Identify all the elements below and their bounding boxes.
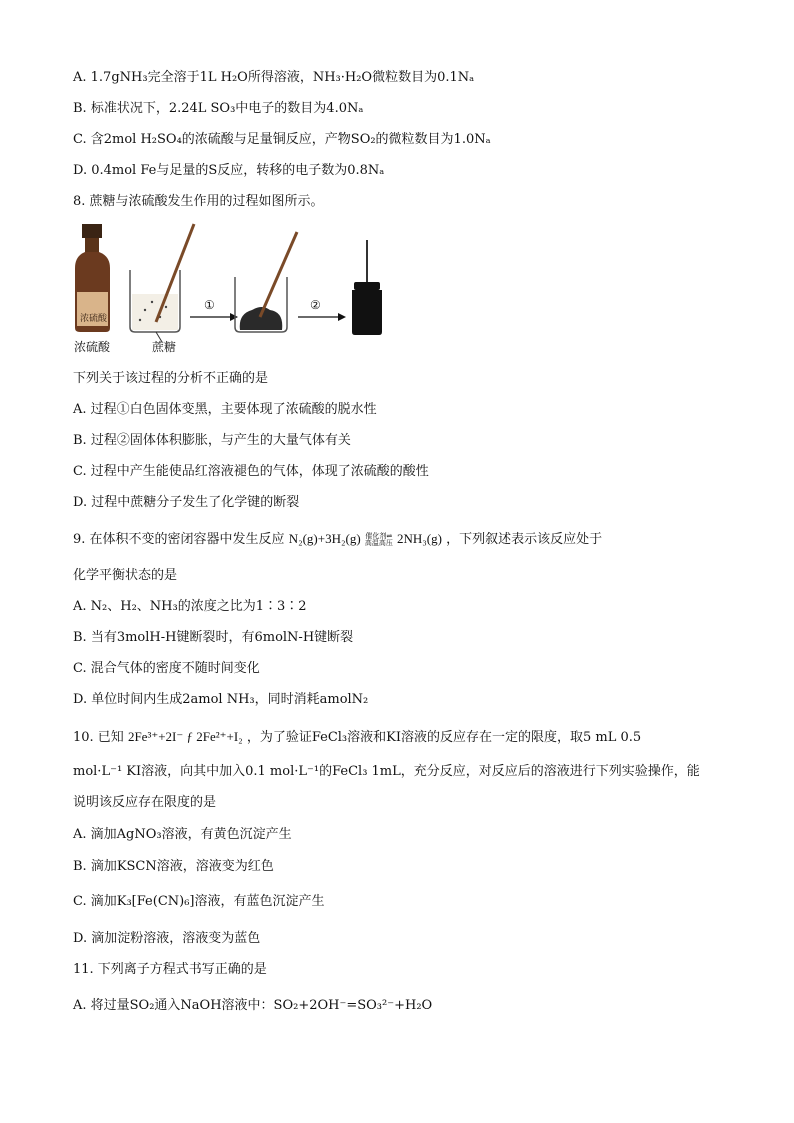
q9-stem-a: 9. 在体积不变的密闭容器中发生反应 [73, 532, 285, 547]
q10-stem [73, 729, 641, 746]
q8-option-d: D. 过程中蔗糖分子发生了化学键的断裂 [73, 495, 300, 510]
arrow-step-2 [298, 313, 346, 321]
q11-option-a: A. 将过量SO₂通入NaOH溶液中：SO₂+2OH⁻=SO₃²⁻+H₂O [73, 998, 433, 1013]
q9-stem [73, 531, 602, 548]
q10-option-c: C. 滴加K₃[Fe(CN)₆]溶液，有蓝色沉淀产生 [73, 894, 325, 909]
caption-sugar: 蔗糖 [152, 340, 177, 354]
q8-stem: 8. 蔗糖与浓硫酸发生作用的过程如图所示。 [73, 194, 324, 209]
q10-stem-b: ，为了验证FeCl₃溶液和KI溶液的反应存在一定的限度，取5 mL 0.5 [246, 730, 642, 745]
q10-stem-c: mol·L⁻¹ KI溶液，向其中加入0.1 mol·L⁻¹的FeCl₃ 1mL，充分反应，对反应后的溶液进行下列实验操作，能 [73, 764, 700, 779]
q8-option-b: B. 过程②固体体积膨胀，与产生的大量气体有关 [73, 433, 351, 448]
beaker-sugar [130, 224, 194, 342]
q9-option-a: A. N₂、H₂、NH₃的浓度之比为1∶3∶2 [73, 599, 307, 614]
q7-option-c: C. 含2mol H₂SO₄的浓硫酸与足量铜反应，产物SO₂的微粒数目为1.0Nₐ [73, 132, 491, 147]
q10-equation: 2Fe³⁺+2I⁻ ƒ 2Fe²⁺+I₂ [127, 729, 243, 744]
bottle-label: 浓硫酸 [79, 314, 107, 324]
step-1-label: ① [204, 298, 215, 312]
q10-option-a: A. 滴加AgNO₃溶液，有黄色沉淀产生 [73, 827, 292, 842]
q9-equation-left: N₂(g)+3H₂(g) [288, 531, 361, 546]
q9-stem-c: 化学平衡状态的是 [73, 568, 178, 583]
arrow-step-1 [190, 313, 238, 321]
q8-figure [70, 222, 400, 357]
q9-condition-top: 催化剂 [365, 531, 387, 540]
expanded-black-mass [352, 240, 382, 335]
q9-equation-right: 2NH₃(g) [396, 531, 442, 546]
q9-stem-b: ，下列叙述表示该反应处于 [446, 532, 603, 547]
q10-option-b: B. 滴加KSCN溶液，溶液变为红色 [73, 859, 274, 874]
q7-option-d: D. 0.4mol Fe与足量的S反应，转移的电子数为0.8Nₐ [73, 163, 385, 178]
experiment-diagram [70, 222, 400, 357]
q7-option-b: B. 标准状况下，2.24L SO₃中电子的数目为4.0Nₐ [73, 101, 364, 116]
q9-option-b: B. 当有3molH-H键断裂时，有6molN-H键断裂 [73, 630, 354, 645]
q9-condition: 催化剂⇌ 高温高压 [364, 531, 393, 547]
caption-acid: 浓硫酸 [74, 340, 111, 354]
beaker-black [235, 232, 297, 332]
q7-option-a: A. 1.7gNH₃完全溶于1L H₂O所得溶液，NH₃·H₂O微粒数目为0.1Nₐ [73, 70, 475, 85]
q10-stem-a: 10. 已知 [73, 730, 124, 745]
q11-stem: 11. 下列离子方程式书写正确的是 [73, 962, 267, 977]
step-2-label: ② [310, 298, 321, 312]
q8-option-a: A. 过程①白色固体变黑，主要体现了浓硫酸的脱水性 [73, 402, 377, 417]
q8-prompt: 下列关于该过程的分析不正确的是 [73, 371, 269, 386]
q8-option-c: C. 过程中产生能使品红溶液褪色的气体，体现了浓硫酸的酸性 [73, 464, 429, 479]
q9-option-c: C. 混合气体的密度不随时间变化 [73, 661, 260, 676]
q9-option-d: D. 单位时间内生成2amol NH₃，同时消耗amolN₂ [73, 692, 369, 707]
q9-condition-bottom: 高温高压 [364, 538, 393, 547]
q10-stem-d: 说明该反应存在限度的是 [73, 795, 217, 810]
q10-option-d: D. 滴加淀粉溶液，溶液变为蓝色 [73, 931, 261, 946]
